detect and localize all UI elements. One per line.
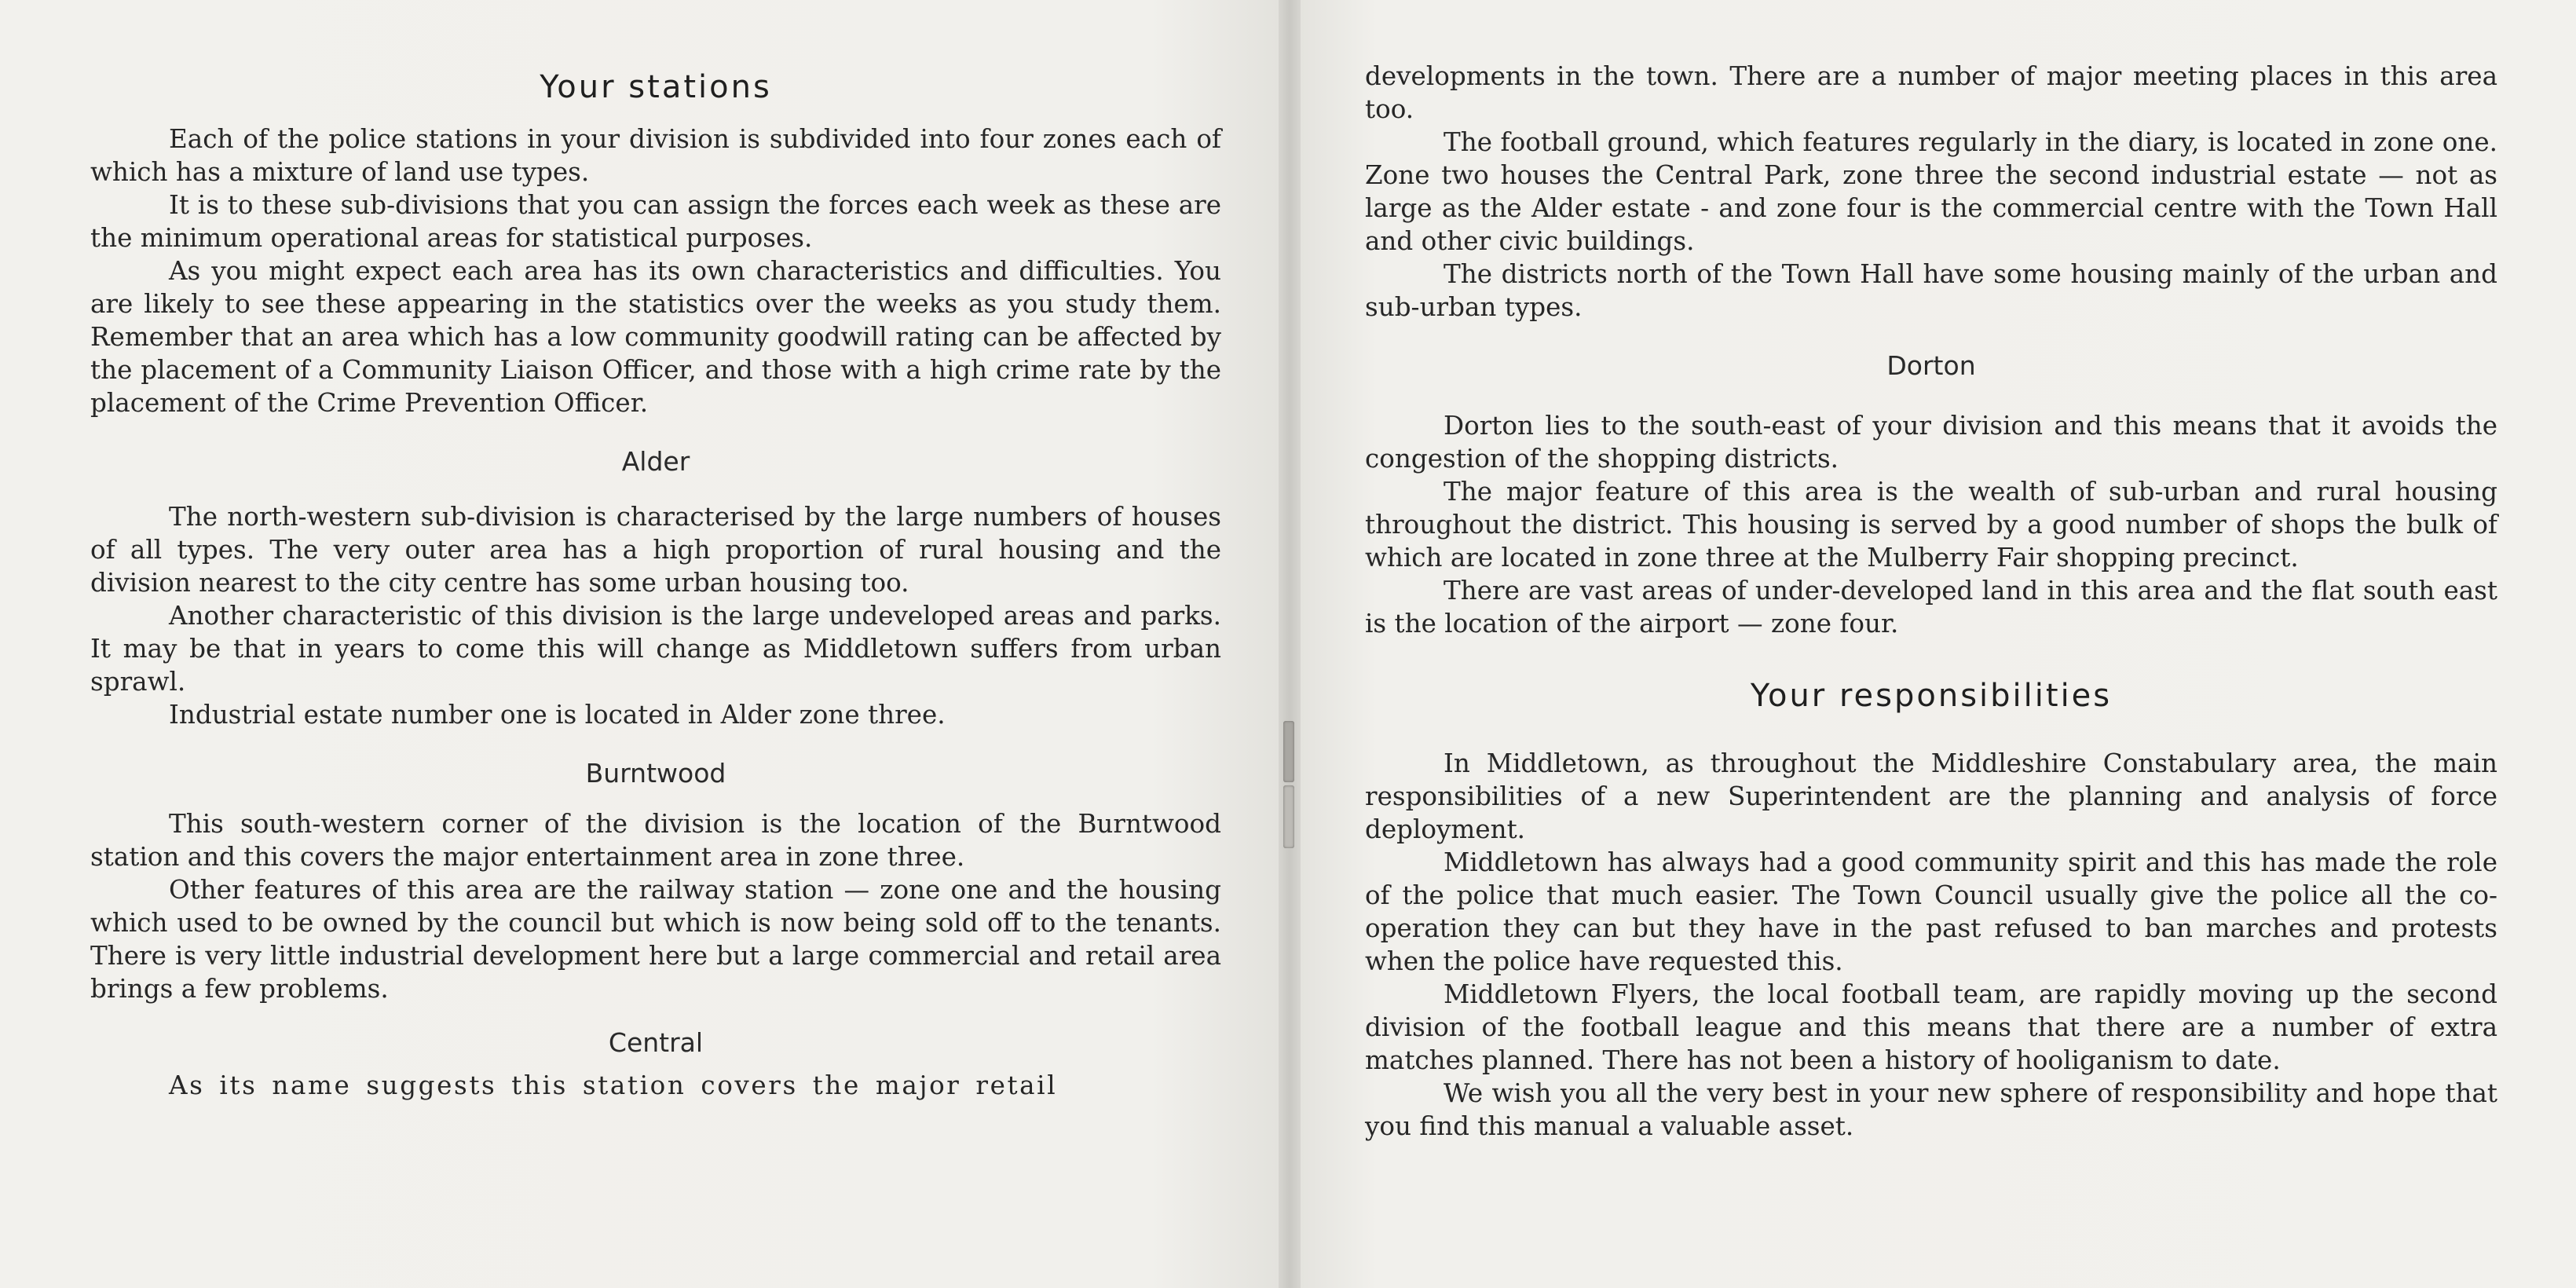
staple-bottom [1283,785,1294,848]
heading-your-responsibilities: Your responsibilities [1750,678,2113,714]
central-continued-paragraph-1: developments in the town. There are a number of major meeting places in this area too. [1365,61,2497,124]
right-page [1301,0,2576,1288]
subheading-alder: Alder [621,446,690,477]
heading-your-stations: Your stations [540,69,772,105]
dorton-paragraph-2: The major feature of this area is the wealth of sub-urban and rural housing throughout the district. This housing is served by a good number of shops the bulk of which are located in zone three at the Mulberry Fair shopping precinct. [1365,477,2497,573]
alder-paragraph-3: Industrial estate number one is located in Alder zone three. [169,700,946,730]
responsibilities-paragraph-1: In Middletown, as throughout the Middleshire Constabulary area, the main responsibilities of a new Superintendent are the planning and analysis of force deployment. [1365,748,2497,844]
dorton-paragraph-3: There are vast areas of under-developed land in this area and the flat south east is the location of the airport — zone four. [1365,576,2497,639]
alder-paragraph-1: The north-western sub-division is characterised by the large numbers of houses of all types. The very outer area has a high proportion of rural housing and the division nearest to the city centre has some urban housing too. [90,502,1221,598]
intro-paragraph-2: It is to these sub-divisions that you can assign the forces each week as these are the minimum operational areas for statistical purposes. [90,190,1221,253]
central-paragraph-1: As its name suggests this station covers the major retail [169,1070,1058,1100]
dorton-paragraph-1: Dorton lies to the south-east of your division and this means that it avoids the congestion of the shopping districts. [1365,411,2497,474]
burntwood-paragraph-1: This south-western corner of the division is the location of the Burntwood station and this covers the major entertainment area in zone three. [90,809,1221,872]
intro-paragraph-1: Each of the police stations in your division is subdivided into four zones each of which has a mixture of land use types. [90,124,1221,187]
responsibilities-paragraph-3: Middletown Flyers, the local football team, are rapidly moving up the second division of the football league and this means that there are a number of extra matches planned. There has not been a history of hooliganism to date. [1365,979,2497,1075]
subheading-burntwood: Burntwood [585,758,726,789]
subheading-central: Central [608,1027,704,1058]
staple-top [1283,721,1294,782]
burntwood-paragraph-2: Other features of this area are the railway station — zone one and the housing which used to be owned by the council but which is now being sold off to the tenants. There is very little industrial development here but a large commercial and retail area brings a few problems. [90,875,1221,1004]
responsibilities-paragraph-4: We wish you all the very best in your new sphere of responsibility and hope that you find this manual a valuable asset. [1365,1078,2497,1141]
central-continued-paragraph-3: The districts north of the Town Hall have some housing mainly of the urban and sub-urban types. [1365,259,2497,322]
right-text-column [1365,60,2497,1143]
left-text-column [90,69,1221,1102]
left-page [0,0,1279,1288]
intro-paragraph-3: As you might expect each area has its own characteristics and difficulties. You are likely to see these appearing in the statistics over the weeks as you study them. Remember that an area which has a low community goodwill rating can be affected by the placement of a Community Liaison Officer, and those with a high crime rate by the placement of the Crime Prevention Officer. [90,256,1221,418]
book-gutter [1279,0,1301,1288]
central-continued-paragraph-2: The football ground, which features regularly in the diary, is located in zone one. Zone two houses the Central Park, zone three the second industrial estate — not as large as the Alder estate - and zone four is the commercial centre with the Town Hall and other civic buildings. [1365,127,2497,256]
alder-paragraph-2: Another characteristic of this division is the large undeveloped areas and parks. It may be that in years to come this will change as Middletown suffers from urban sprawl. [90,601,1221,697]
subheading-dorton: Dorton [1886,350,1976,381]
responsibilities-paragraph-2: Middletown has always had a good community spirit and this has made the role of the police that much easier. The Town Council usually give the police all the co-operation they can but they have in the past refused to ban marches and protests when the police have requested this. [1365,847,2497,976]
